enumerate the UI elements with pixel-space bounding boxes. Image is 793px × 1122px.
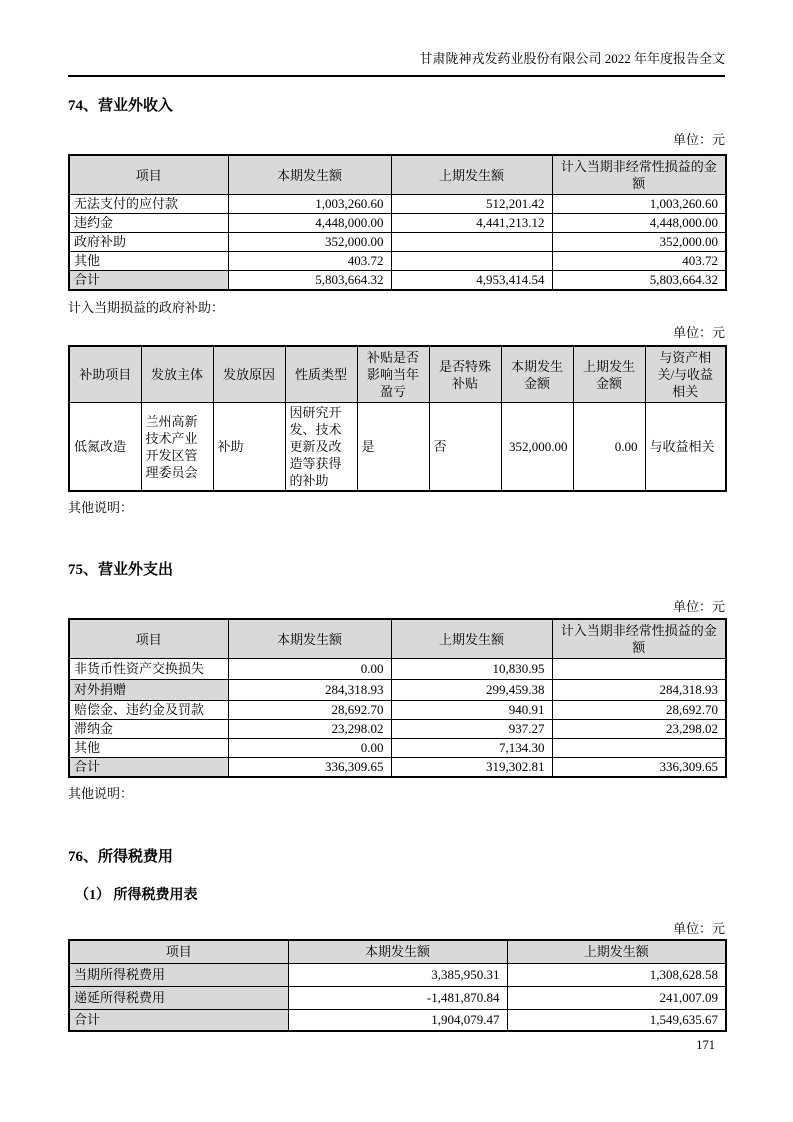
page-number: 171 xyxy=(696,1038,715,1052)
cell-special: 否 xyxy=(429,403,501,492)
table-row xyxy=(69,214,726,233)
unit-label: 单位：元 xyxy=(672,325,725,340)
col-header-affects-profit: 补贴是否影响当年盈亏 xyxy=(357,346,429,403)
cell-current-amount: 5,803,664.32 xyxy=(228,271,391,291)
cell-nonrecurring-amount: 336,309.65 xyxy=(552,758,726,778)
cell-nonrecurring-amount: 284,318.93 xyxy=(552,680,726,701)
cell-prior-amount: 512,201.42 xyxy=(391,195,552,214)
table-row xyxy=(69,195,726,214)
cell-nonrecurring-amount xyxy=(552,739,726,758)
cell-prior-amount: 0.00 xyxy=(573,403,645,492)
table-header-row xyxy=(69,155,726,195)
cell-nonrecurring-amount: 23,298.02 xyxy=(552,720,726,739)
col-header-special: 是否特殊补贴 xyxy=(429,346,501,403)
cell-item: 违约金 xyxy=(69,214,228,233)
other-note: 其他说明： xyxy=(68,786,134,801)
col-header-current-amount: 本期发生金额 xyxy=(501,346,573,403)
total-row xyxy=(69,758,726,778)
cell-current-amount: 3,385,950.31 xyxy=(288,963,507,986)
unit-label: 单位：元 xyxy=(672,921,725,936)
table-row xyxy=(69,963,726,986)
col-header-prior-amount: 上期发生金额 xyxy=(573,346,645,403)
col-header-prior: 上期发生额 xyxy=(391,155,552,195)
cell-nonrecurring-amount: 28,692.70 xyxy=(552,701,726,720)
unit-label: 单位：元 xyxy=(672,599,725,614)
cell-prior-amount: 241,007.09 xyxy=(507,986,726,1009)
cell-nonrecurring-amount: 403.72 xyxy=(552,252,726,271)
col-header-item: 项目 xyxy=(69,155,228,195)
cell-item: 对外捐赠 xyxy=(69,680,228,701)
other-note: 其他说明： xyxy=(68,500,134,515)
cell-prior-amount: 4,441,213.12 xyxy=(391,214,552,233)
cell-item: 其他 xyxy=(69,739,228,758)
cell-prior-amount: 937.27 xyxy=(391,720,552,739)
cell-prior-amount: 319,302.81 xyxy=(391,758,552,778)
col-header-nonrecurring: 计入当期非经常性损益的金额 xyxy=(552,155,726,195)
cell-current-amount: 4,448,000.00 xyxy=(228,214,391,233)
cell-grantor: 兰州高新技术产业开发区管理委员会 xyxy=(141,403,213,492)
cell-prior-amount: 10,830.95 xyxy=(391,659,552,680)
col-header-prior: 上期发生额 xyxy=(507,940,726,963)
cell-item: 非货币性资产交换损失 xyxy=(69,659,228,680)
col-header-current: 本期发生额 xyxy=(288,940,507,963)
table-header-row xyxy=(69,619,726,659)
cell-current-amount: 23,298.02 xyxy=(228,720,391,739)
cell-item: 滞纳金 xyxy=(69,720,228,739)
cell-prior-amount: 299,459.38 xyxy=(391,680,552,701)
cell-nature: 因研究开发、技术更新及改造等获得的补助 xyxy=(285,403,357,492)
cell-current-amount: 0.00 xyxy=(228,659,391,680)
cell-asset-or-income: 与收益相关 xyxy=(645,403,726,492)
table-row xyxy=(69,720,726,739)
col-header-nature: 性质类型 xyxy=(285,346,357,403)
cell-current-amount: 352,000.00 xyxy=(501,403,573,492)
cell-item: 其他 xyxy=(69,252,228,271)
cell-item: 当期所得税费用 xyxy=(69,963,288,986)
non-operating-income-table xyxy=(68,154,727,291)
cell-item: 赔偿金、违约金及罚款 xyxy=(69,701,228,720)
table-row xyxy=(69,233,726,252)
subsidy-row xyxy=(69,403,726,492)
table-header-row xyxy=(69,346,726,403)
cell-current-amount: 1,003,260.60 xyxy=(228,195,391,214)
section-76-subtitle: （1） 所得税费用表 xyxy=(75,888,198,903)
cell-current-amount: 352,000.00 xyxy=(228,233,391,252)
section-74-title: 74、营业外收入 xyxy=(68,98,174,114)
cell-reason: 补助 xyxy=(213,403,285,492)
section-76-title: 76、所得税费用 xyxy=(68,849,174,865)
government-subsidy-table xyxy=(68,345,727,492)
subsidy-intro-note: 计入当期损益的政府补助： xyxy=(68,300,225,315)
col-header-current: 本期发生额 xyxy=(228,619,391,659)
col-header-reason: 发放原因 xyxy=(213,346,285,403)
section-75-title: 75、营业外支出 xyxy=(68,562,174,578)
cell-prior-amount: 4,953,414.54 xyxy=(391,271,552,291)
cell-item: 递延所得税费用 xyxy=(69,986,288,1009)
cell-nonrecurring-amount: 1,003,260.60 xyxy=(552,195,726,214)
col-header-nonrecurring: 计入当期非经常性损益的金额 xyxy=(552,619,726,659)
cell-nonrecurring-amount: 4,448,000.00 xyxy=(552,214,726,233)
cell-prior-amount: 7,134.30 xyxy=(391,739,552,758)
cell-prior-amount: 1,549,635.67 xyxy=(507,1009,726,1031)
cell-item: 合计 xyxy=(69,271,228,291)
cell-current-amount: 336,309.65 xyxy=(228,758,391,778)
cell-nonrecurring-amount: 352,000.00 xyxy=(552,233,726,252)
cell-affects-profit: 是 xyxy=(357,403,429,492)
cell-prior-amount: 1,308,628.58 xyxy=(507,963,726,986)
cell-current-amount: 0.00 xyxy=(228,739,391,758)
cell-item: 政府补助 xyxy=(69,233,228,252)
table-row xyxy=(69,680,726,701)
table-row xyxy=(69,252,726,271)
non-operating-expense-table xyxy=(68,618,727,778)
income-tax-table xyxy=(68,939,727,1032)
table-row xyxy=(69,739,726,758)
unit-label: 单位：元 xyxy=(672,132,725,147)
table-header-row xyxy=(69,940,726,963)
document-header: 甘肃陇神戎发药业股份有限公司 2022 年年度报告全文 xyxy=(68,52,725,77)
cell-item: 合计 xyxy=(69,758,228,778)
cell-current-amount: 284,318.93 xyxy=(228,680,391,701)
col-header-subsidy-item: 补助项目 xyxy=(69,346,141,403)
total-row xyxy=(69,1009,726,1031)
cell-nonrecurring-amount xyxy=(552,659,726,680)
col-header-grantor: 发放主体 xyxy=(141,346,213,403)
col-header-prior: 上期发生额 xyxy=(391,619,552,659)
cell-current-amount: 1,904,079.47 xyxy=(288,1009,507,1031)
cell-nonrecurring-amount: 5,803,664.32 xyxy=(552,271,726,291)
cell-prior-amount xyxy=(391,233,552,252)
cell-prior-amount xyxy=(391,252,552,271)
col-header-item: 项目 xyxy=(69,619,228,659)
cell-subsidy-item: 低氮改造 xyxy=(69,403,141,492)
col-header-current: 本期发生额 xyxy=(228,155,391,195)
total-row xyxy=(69,271,726,291)
cell-item: 无法支付的应付款 xyxy=(69,195,228,214)
table-row xyxy=(69,659,726,680)
table-row xyxy=(69,986,726,1009)
cell-current-amount: 403.72 xyxy=(228,252,391,271)
cell-current-amount: -1,481,870.84 xyxy=(288,986,507,1009)
cell-item: 合计 xyxy=(69,1009,288,1031)
col-header-asset-or-income: 与资产相关/与收益相关 xyxy=(645,346,726,403)
table-row xyxy=(69,701,726,720)
col-header-item: 项目 xyxy=(69,940,288,963)
cell-prior-amount: 940.91 xyxy=(391,701,552,720)
cell-current-amount: 28,692.70 xyxy=(228,701,391,720)
